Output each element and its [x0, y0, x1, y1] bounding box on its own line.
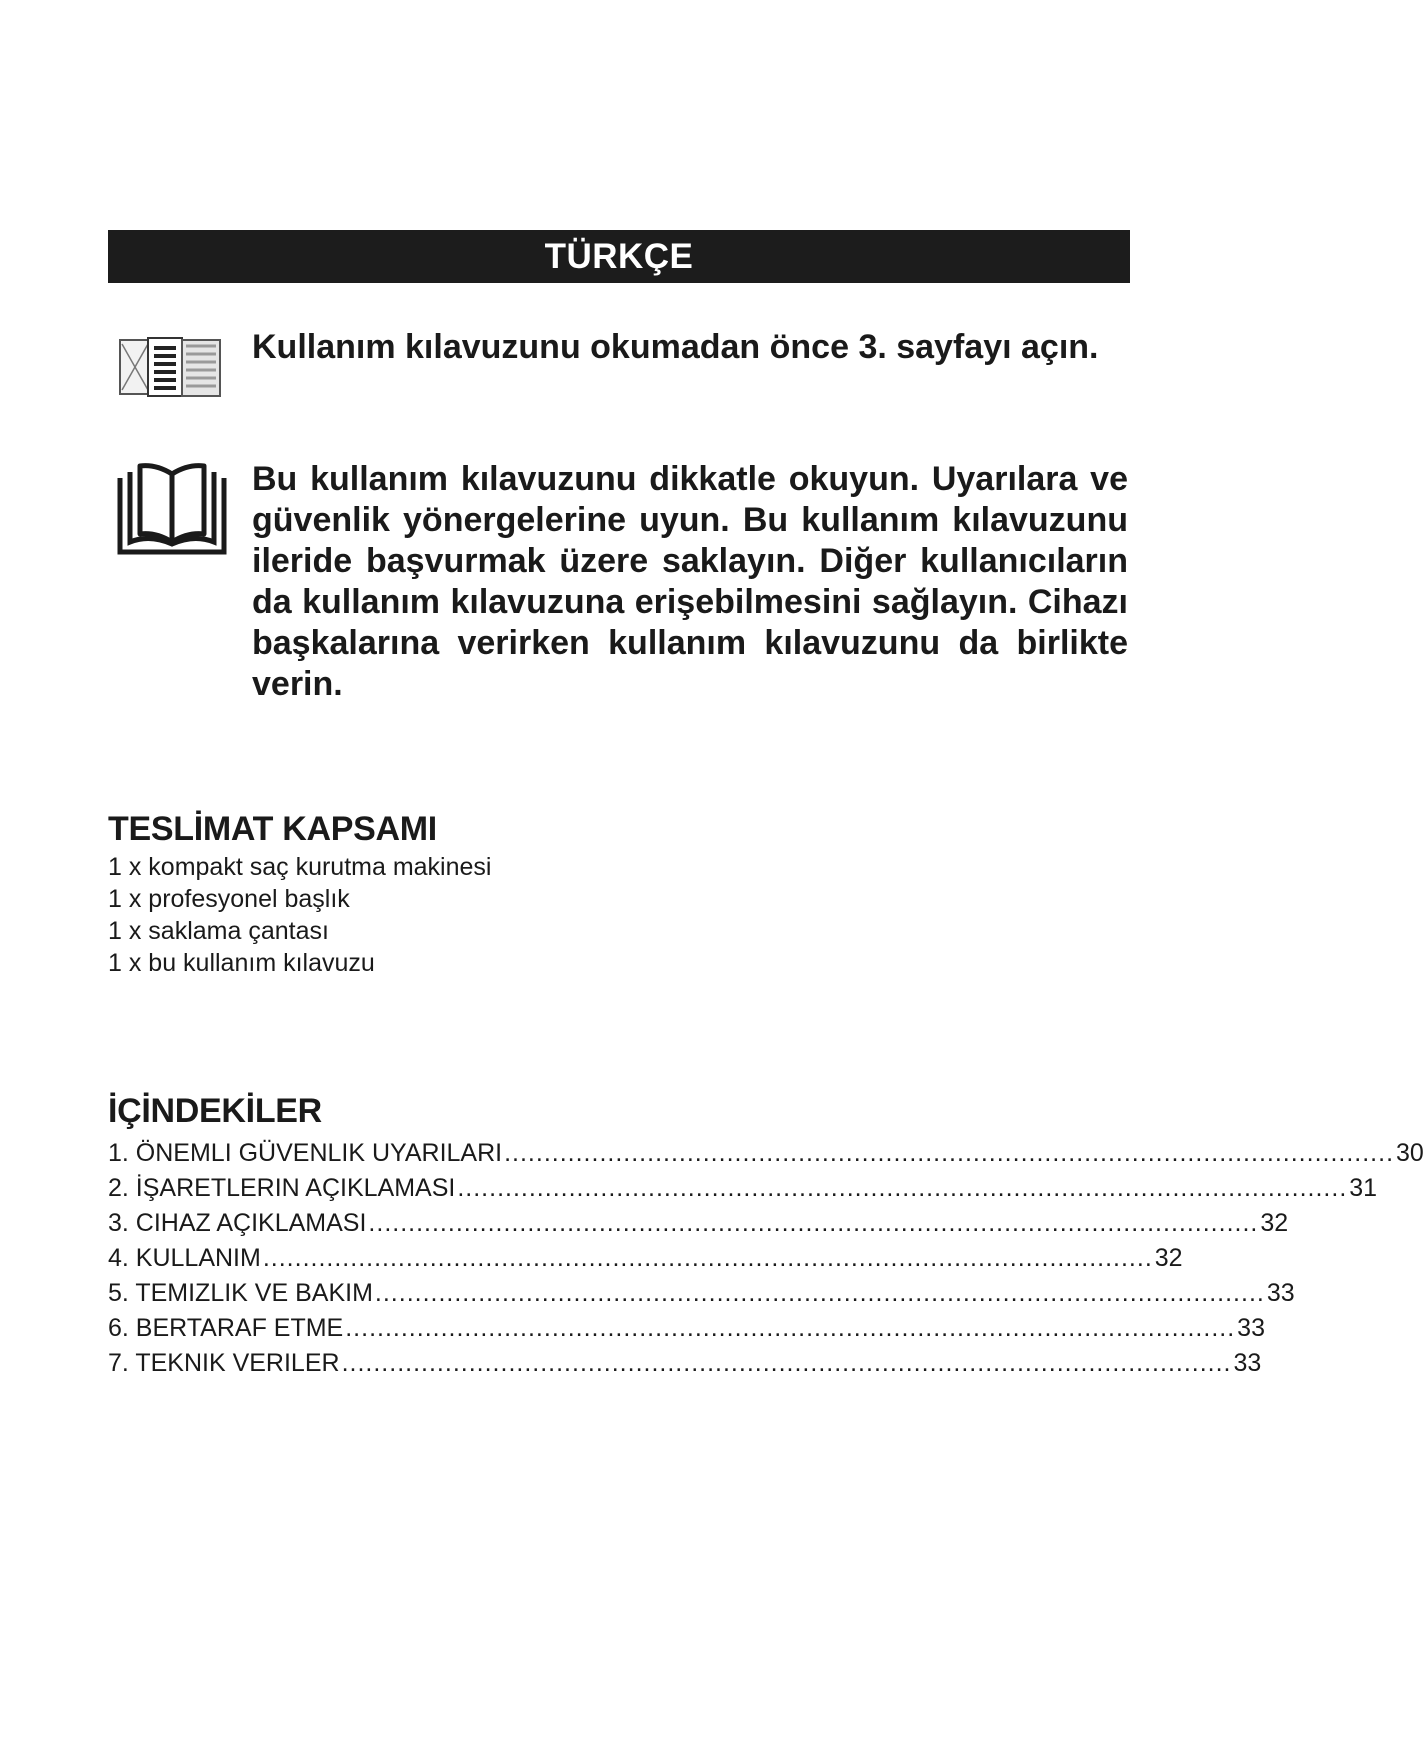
toc-entry-label: 4. KULLANIM: [108, 1244, 261, 1272]
language-banner: [108, 230, 1130, 283]
toc-entry-label: 1. ÖNEMLI GÜVENLIK UYARILARI: [108, 1139, 503, 1167]
toc-entry[interactable]: [108, 1209, 1289, 1244]
toc-entry-label: 5. TEMIZLIK VE BAKIM: [108, 1279, 373, 1307]
toc-dot-leader: ................................................................................................................: [345, 1314, 1236, 1342]
toc-dot-leader: ................................................................................................................: [262, 1244, 1153, 1272]
toc-entry[interactable]: [108, 1279, 1295, 1314]
toc-entry-label: 3. CIHAZ AÇIKLAMASI: [108, 1209, 367, 1237]
list-item: 1 x profesyonel başlık: [108, 885, 350, 913]
toc-entry[interactable]: [108, 1349, 1262, 1384]
toc-entry-label: 2. İŞARETLERIN AÇIKLAMASI: [108, 1174, 456, 1202]
toc-entry-page: 33: [1237, 1314, 1265, 1342]
table-of-contents-title: İÇİNDEKİLER: [108, 1092, 322, 1130]
toc-entry-page: 32: [1260, 1209, 1289, 1237]
delivery-scope-list: [108, 851, 491, 979]
toc-dot-leader: ................................................................................................................: [504, 1139, 1395, 1167]
toc-dot-leader: ................................................................................................................: [341, 1349, 1232, 1377]
toc-entry-page: 30: [1396, 1139, 1424, 1167]
toc-entry[interactable]: [108, 1314, 1265, 1349]
language-title: TÜRKÇE: [544, 236, 694, 276]
toc-entry-label: 6. BERTARAF ETME: [108, 1314, 344, 1342]
table-of-contents: [108, 1139, 1424, 1384]
toc-entry[interactable]: [108, 1174, 1378, 1209]
delivery-scope-title: TESLİMAT KAPSAMI: [108, 810, 437, 848]
toc-entry-page: 33: [1266, 1279, 1295, 1307]
list-item: 1 x kompakt saç kurutma makinesi: [108, 853, 492, 881]
foldout-note: Kullanım kılavuzunu okumadan önce 3. sayfayı açın.: [252, 328, 1099, 366]
toc-dot-leader: ................................................................................................................: [374, 1279, 1265, 1307]
list-item: 1 x saklama çantası: [108, 917, 329, 945]
toc-entry-page: 31: [1349, 1174, 1378, 1202]
list-item: 1 x bu kullanım kılavuzu: [108, 949, 375, 977]
toc-entry-page: 32: [1154, 1244, 1183, 1272]
toc-dot-leader: ................................................................................................................: [368, 1209, 1259, 1237]
toc-dot-leader: ................................................................................................................: [457, 1174, 1348, 1202]
foldout-page-icon: [118, 336, 224, 400]
toc-entry-label: 7. TEKNIK VERILER: [108, 1349, 340, 1377]
read-manual-note: Bu kullanım kılavuzunu dikkatle okuyun. Uyarılara ve güvenlik yönergelerine uyun. Bu kullanım kılavuzunu ileride başvurmak üzere saklayın. Diğer kullanıcıların da kullanım kılavuzuna erişebilmesini sağlayın. Cihazı başkalarına verirken kullanım kılavuzunu da birlikte verin.: [252, 460, 1128, 703]
open-book-icon: [116, 462, 228, 556]
toc-entry[interactable]: [108, 1244, 1183, 1279]
toc-entry[interactable]: [108, 1139, 1424, 1174]
toc-entry-page: 33: [1233, 1349, 1262, 1377]
